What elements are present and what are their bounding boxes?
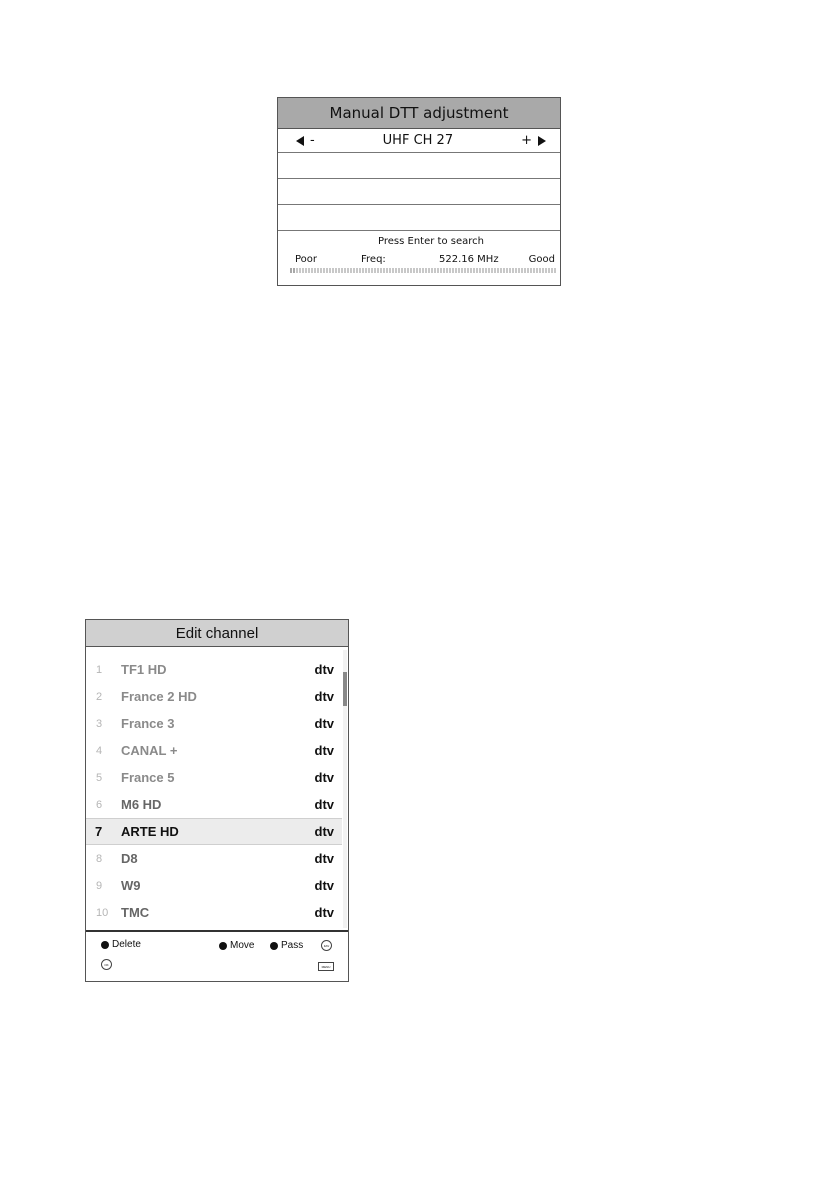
channel-name: France 2 HD bbox=[121, 689, 197, 704]
channel-row[interactable] bbox=[86, 791, 342, 818]
arrow-right-icon bbox=[538, 136, 546, 146]
channel-name: D8 bbox=[121, 851, 138, 866]
channel-type: dtv bbox=[314, 770, 334, 785]
menu-key-icon[interactable]: MENU bbox=[318, 962, 334, 971]
pass-label: Pass bbox=[281, 940, 304, 951]
move-action[interactable] bbox=[219, 940, 254, 951]
search-hint: Press Enter to search bbox=[378, 236, 484, 247]
channel-number: 8 bbox=[96, 852, 103, 865]
delete-label: Delete bbox=[112, 939, 141, 950]
channel-name: CANAL + bbox=[121, 743, 178, 758]
channel-type: dtv bbox=[314, 689, 334, 704]
empty-row bbox=[278, 205, 560, 231]
channel-list-scrollbar[interactable] bbox=[343, 650, 347, 928]
channel-row[interactable] bbox=[86, 656, 342, 683]
channel-row[interactable] bbox=[86, 872, 342, 899]
channel-type: dtv bbox=[314, 662, 334, 677]
channel-selector-row[interactable] bbox=[278, 129, 560, 153]
minus-label: - bbox=[310, 133, 315, 148]
channel-name: M6 HD bbox=[121, 797, 162, 812]
edit-channel-dialog bbox=[85, 619, 349, 982]
arrow-left-icon bbox=[296, 136, 304, 146]
channel-type: dtv bbox=[314, 743, 334, 758]
channel-number: 5 bbox=[96, 771, 103, 784]
channel-row[interactable] bbox=[86, 845, 342, 872]
freq-label: Freq: bbox=[361, 254, 386, 265]
delete-action[interactable] bbox=[101, 939, 141, 950]
channel-number: 6 bbox=[96, 798, 103, 811]
fav-key-icon[interactable]: FAV bbox=[321, 940, 332, 951]
empty-row bbox=[278, 153, 560, 179]
dialog-title: Edit channel bbox=[86, 620, 348, 647]
channel-number: 9 bbox=[96, 879, 103, 892]
channel-list bbox=[86, 656, 342, 926]
scrollbar-thumb[interactable] bbox=[343, 672, 347, 706]
channel-name: TF1 HD bbox=[121, 662, 167, 677]
channel-increment-button[interactable] bbox=[521, 133, 546, 148]
channel-row[interactable] bbox=[86, 710, 342, 737]
channel-name: France 5 bbox=[121, 770, 175, 785]
frequency-row bbox=[278, 254, 560, 265]
plus-label: + bbox=[521, 133, 532, 148]
signal-quality-fill bbox=[290, 268, 295, 273]
color-key-dot-icon bbox=[101, 941, 109, 949]
good-label: Good bbox=[528, 254, 555, 265]
channel-name: TMC bbox=[121, 905, 150, 920]
channel-name: France 3 bbox=[121, 716, 175, 731]
channel-number: 2 bbox=[96, 690, 103, 703]
channel-type: dtv bbox=[314, 716, 334, 731]
channel-value: UHF CH 27 bbox=[382, 133, 454, 148]
channel-row[interactable] bbox=[86, 737, 342, 764]
channel-row[interactable] bbox=[86, 764, 342, 791]
channel-row[interactable] bbox=[86, 683, 342, 710]
signal-info bbox=[278, 231, 560, 273]
color-key-dot-icon bbox=[219, 942, 227, 950]
color-key-dot-icon bbox=[270, 942, 278, 950]
move-label: Move bbox=[230, 940, 255, 951]
ok-key-icon[interactable]: OK bbox=[101, 959, 112, 970]
freq-value: 522.16 MHz bbox=[439, 254, 499, 265]
channel-type: dtv bbox=[314, 797, 334, 812]
manual-dtt-adjustment-dialog bbox=[277, 97, 561, 286]
channel-number: 4 bbox=[96, 744, 103, 757]
dialog-title: Manual DTT adjustment bbox=[278, 98, 560, 129]
channel-decrement-button[interactable] bbox=[296, 133, 315, 148]
signal-quality-bar bbox=[290, 268, 556, 273]
channel-name: W9 bbox=[121, 878, 141, 893]
poor-label: Poor bbox=[295, 254, 318, 265]
channel-number: 10 bbox=[96, 906, 109, 919]
channel-number: 1 bbox=[96, 663, 103, 676]
pass-action[interactable] bbox=[270, 940, 303, 951]
key-legend bbox=[86, 930, 348, 981]
channel-type: dtv bbox=[314, 824, 334, 839]
channel-number: 7 bbox=[95, 824, 103, 839]
channel-name: ARTE HD bbox=[121, 824, 179, 839]
channel-type: dtv bbox=[314, 878, 334, 893]
channel-type: dtv bbox=[314, 905, 334, 920]
channel-row-selected[interactable] bbox=[86, 818, 342, 845]
channel-row[interactable] bbox=[86, 899, 342, 926]
channel-number: 3 bbox=[96, 717, 103, 730]
empty-row bbox=[278, 179, 560, 205]
channel-type: dtv bbox=[314, 851, 334, 866]
